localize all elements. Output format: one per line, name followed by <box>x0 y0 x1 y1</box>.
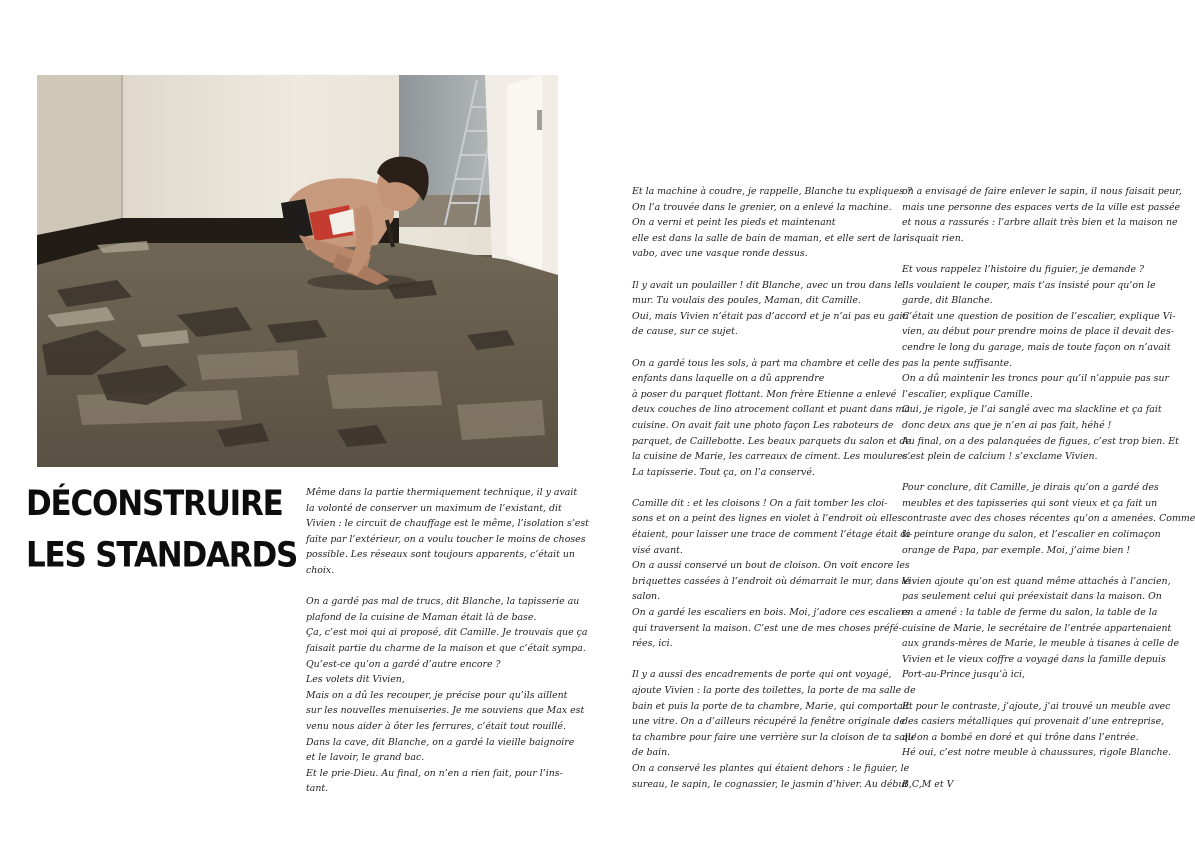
text-line: qu’on a bombé en doré et qui trône dans l’entrée. <box>902 731 1139 743</box>
paragraph <box>902 777 1160 793</box>
text-line: vabo, avec une vasque ronde dessus. <box>632 248 808 260</box>
title-line-1: DÉCONSTRUIRE <box>26 483 283 524</box>
text-line: à poser du parquet flottant. Mon frère Etienne a enlevé <box>632 388 897 400</box>
text-line: On a gardé pas mal de trucs, dit Blanche, la tapisserie au <box>306 596 580 608</box>
text-line: des casiers métalliques qui provenait d’une entreprise, <box>902 716 1165 728</box>
text-line: Camille dit : et les cloisons ! On a fait tomber les cloi- <box>632 497 888 509</box>
text-line: salon. <box>632 591 661 603</box>
text-line: possible. Les réseaux sont toujours apparents, c’était un <box>306 549 575 561</box>
paragraph <box>902 480 1195 558</box>
text-line: et nous a rassurés : l’arbre allait très bien et la maison ne <box>902 217 1178 229</box>
text-line: en a amené : la table de ferme du salon, la table de la <box>902 607 1158 619</box>
text-line: c’est plein de calcium ! s’exclame Vivien. <box>902 451 1098 463</box>
text-line: sureau, le sapin, le cognassier, le jasmin d’hiver. Au début <box>632 778 909 790</box>
text-line: donc deux ans que je n’en ai pas fait, héhé ! <box>902 419 1112 431</box>
text-line: garde, dit Blanche. <box>902 295 993 307</box>
renovation-photo-illustration <box>37 75 558 467</box>
text-line: la cuisine de Marie, les carreaux de ciment. Les moulures. <box>632 451 911 463</box>
text-line: la peinture orange du salon, et l’escalier en colimaçon <box>902 529 1161 541</box>
text-line: enfants dans laquelle on a dû apprendre <box>632 373 825 385</box>
text-line: Port-au-Prince jusqu’à ici, <box>902 669 1025 681</box>
text-line: de bain. <box>632 747 671 759</box>
text-line: l’escalier, explique Camille. <box>902 388 1033 400</box>
text-line: étaient, pour laisser une trace de comment l’étage était di- <box>632 529 913 541</box>
text-line: On a aussi conservé un bout de cloison. On voit encore les <box>632 560 910 572</box>
text-line: sur les nouvelles menuiseries. Je me souviens que Max est <box>306 705 585 717</box>
text-line: On a conservé les plantes qui étaient dehors : le figuier, le <box>632 762 910 774</box>
text-column-3 <box>902 184 1195 792</box>
text-line: On a verni et peint les pieds et maintenant <box>632 217 836 229</box>
text-line: Ils voulaient le couper, mais t’as insisté pour qu’on le <box>902 279 1156 291</box>
text-line: B,C,M et V <box>902 778 954 790</box>
title-line-2: LES STANDARDS <box>26 535 298 576</box>
paragraph <box>632 184 912 262</box>
text-line: Ça, c’est moi qui ai proposé, dit Camille. Je trouvais que ça <box>306 627 588 639</box>
paragraph <box>902 699 1172 761</box>
text-line: pas la pente suffisante. <box>902 357 1013 369</box>
text-line: On a gardé les escaliers en bois. Moi, j’adore ces escaliers <box>632 607 911 619</box>
text-line: Les volets dit Vivien, <box>306 674 405 686</box>
text-line: qui traversent la maison. C’est une de mes choses préfé- <box>632 622 902 634</box>
text-line: une vitre. On a d’ailleurs récupéré la fenêtre originale de <box>632 716 906 728</box>
text-line: Oui, je rigole, je l’ai sanglé avec ma slackline et ça fait <box>902 404 1162 416</box>
text-line: mur. Tu voulais des poules, Maman, dit Camille. <box>632 295 861 307</box>
paragraph <box>306 594 588 797</box>
text-line: pas seulement celui qui préexistait dans la maison. On <box>902 591 1162 603</box>
text-line: cendre le long du garage, mais de toute façon on n’avait <box>902 341 1171 353</box>
text-line: Vivien : le circuit de chauffage est le même, l’isolation s’est <box>306 518 589 530</box>
text-line: tant. <box>306 783 329 795</box>
paragraph <box>632 356 912 481</box>
text-line: faite par l’extérieur, on a voulu toucher le moins de choses <box>306 533 586 545</box>
text-line: Vivien ajoute qu’on est quand même attachés à l’ancien, <box>902 575 1171 587</box>
text-line: on a envisagé de faire enlever le sapin, il nous faisait peur, <box>902 186 1182 197</box>
paragraph <box>902 574 1180 683</box>
text-line: faisait partie du charme de la maison et que c’était sympa. <box>306 642 586 654</box>
paragraph <box>902 184 1182 246</box>
paragraph <box>306 485 589 579</box>
text-line: ta chambre pour faire une verrière sur la cloison de ta salle <box>632 731 917 743</box>
paragraph <box>632 496 913 652</box>
text-line: aux grands-mères de Marie, le meuble à tisanes à celle de <box>902 638 1180 650</box>
text-line: Oui, mais Vivien n’était pas d’accord et je n’ai pas eu gain <box>632 310 909 322</box>
text-line: Qu’est-ce qu’on a gardé d’autre encore ? <box>306 658 501 670</box>
text-line: Et vous rappelez l’histoire du figuier, je demande ? <box>902 263 1145 275</box>
text-line: bain et puis la porte de ta chambre, Marie, qui comportait <box>632 700 910 712</box>
text-line: Hé oui, c’est notre meuble à chaussures, rigole Blanche. <box>902 747 1172 759</box>
text-line: On a gardé tous les sols, à part ma chambre et celle des <box>632 357 900 369</box>
text-line: parquet, de Caillebotte. Les beaux parquets du salon et de <box>632 435 912 447</box>
text-line: choix. <box>306 564 335 576</box>
paragraph <box>902 262 1179 465</box>
text-line: de cause, sur ce sujet. <box>632 326 738 338</box>
text-line: Dans la cave, dit Blanche, on a gardé la vieille baignoire <box>306 736 575 748</box>
text-line: cuisine de Marie, le secrétaire de l’entrée appartenaient <box>902 622 1172 634</box>
text-line: Vivien et le vieux coffre a voyagé dans la famille depuis <box>902 653 1166 665</box>
renovation-photo <box>37 75 558 467</box>
text-line: orange de Papa, par exemple. Moi, j’aime bien ! <box>902 544 1131 556</box>
text-line: Pour conclure, dit Camille, je dirais qu’on a gardé des <box>902 482 1159 494</box>
text-column-1 <box>306 485 589 797</box>
text-line: risquait rien. <box>902 232 964 244</box>
text-line: cuisine. On avait fait une photo façon Les raboteurs de <box>632 419 894 431</box>
text-line: vien, au début pour prendre moins de place il devait des- <box>902 326 1174 338</box>
text-line: rées, ici. <box>632 638 673 650</box>
text-line: la volonté de conserver un maximum de l’existant, dit <box>306 502 562 514</box>
article-title <box>26 478 301 581</box>
paragraph <box>632 278 909 340</box>
text-line: Et le prie-Dieu. Au final, on n’en a rien fait, pour l’ins- <box>306 767 563 779</box>
text-line: Et la machine à coudre, je rappelle, Blanche tu expliques ? <box>632 186 912 197</box>
text-line: On a dû maintenir les troncs pour qu’il n’appuie pas sur <box>902 373 1169 385</box>
text-line: visé avant. <box>632 544 683 556</box>
paragraph <box>632 667 917 792</box>
text-line: On l’a trouvée dans le grenier, on a enlevé la machine. <box>632 201 892 213</box>
text-line: C’était une question de position de l’escalier, explique Vi- <box>902 310 1176 322</box>
text-column-2 <box>632 184 917 792</box>
text-line: Au final, on a des palanquées de figues, c’est trop bien. Et <box>902 435 1179 447</box>
text-line: sons et on a peint des lignes en violet à l’endroit où elles <box>632 513 903 525</box>
text-line: venu nous aider à ôter les ferrures, c’était tout rouillé. <box>306 720 566 732</box>
text-line: contraste avec des choses récentes qu’on a amenées. Comme <box>902 513 1195 525</box>
text-line: La tapisserie. Tout ça, on l’a conservé. <box>632 466 815 478</box>
text-line: mais une personne des espaces verts de la ville est passée <box>902 201 1181 213</box>
text-line: Même dans la partie thermiquement technique, il y avait <box>306 487 578 498</box>
text-line: ajoute Vivien : la porte des toilettes, la porte de ma salle de <box>632 685 916 696</box>
text-line: plafond de la cuisine de Maman était là de base. <box>306 611 537 623</box>
text-line: et le lavoir, le grand bac. <box>306 752 425 764</box>
text-line: elle est dans la salle de bain de maman, et elle sert de la- <box>632 232 905 244</box>
text-line: Et pour le contraste, j’ajoute, j’ai trouvé un meuble avec <box>902 700 1171 712</box>
text-line: briquettes cassées à l’endroit où démarrait le mur, dans le <box>632 575 911 587</box>
text-line: Il y a aussi des encadrements de porte qui ont voyagé, <box>632 669 892 681</box>
text-line: meubles et des tapisseries qui sont vieux et ça fait un <box>902 497 1158 509</box>
text-line: deux couches de lino atrocement collant et puant dans ma <box>632 404 910 416</box>
text-line: Mais on a dû les recouper, je précise pour qu’ils aillent <box>306 689 568 701</box>
text-line: Il y avait un poulailler ! dit Blanche, avec un trou dans le <box>632 279 903 291</box>
